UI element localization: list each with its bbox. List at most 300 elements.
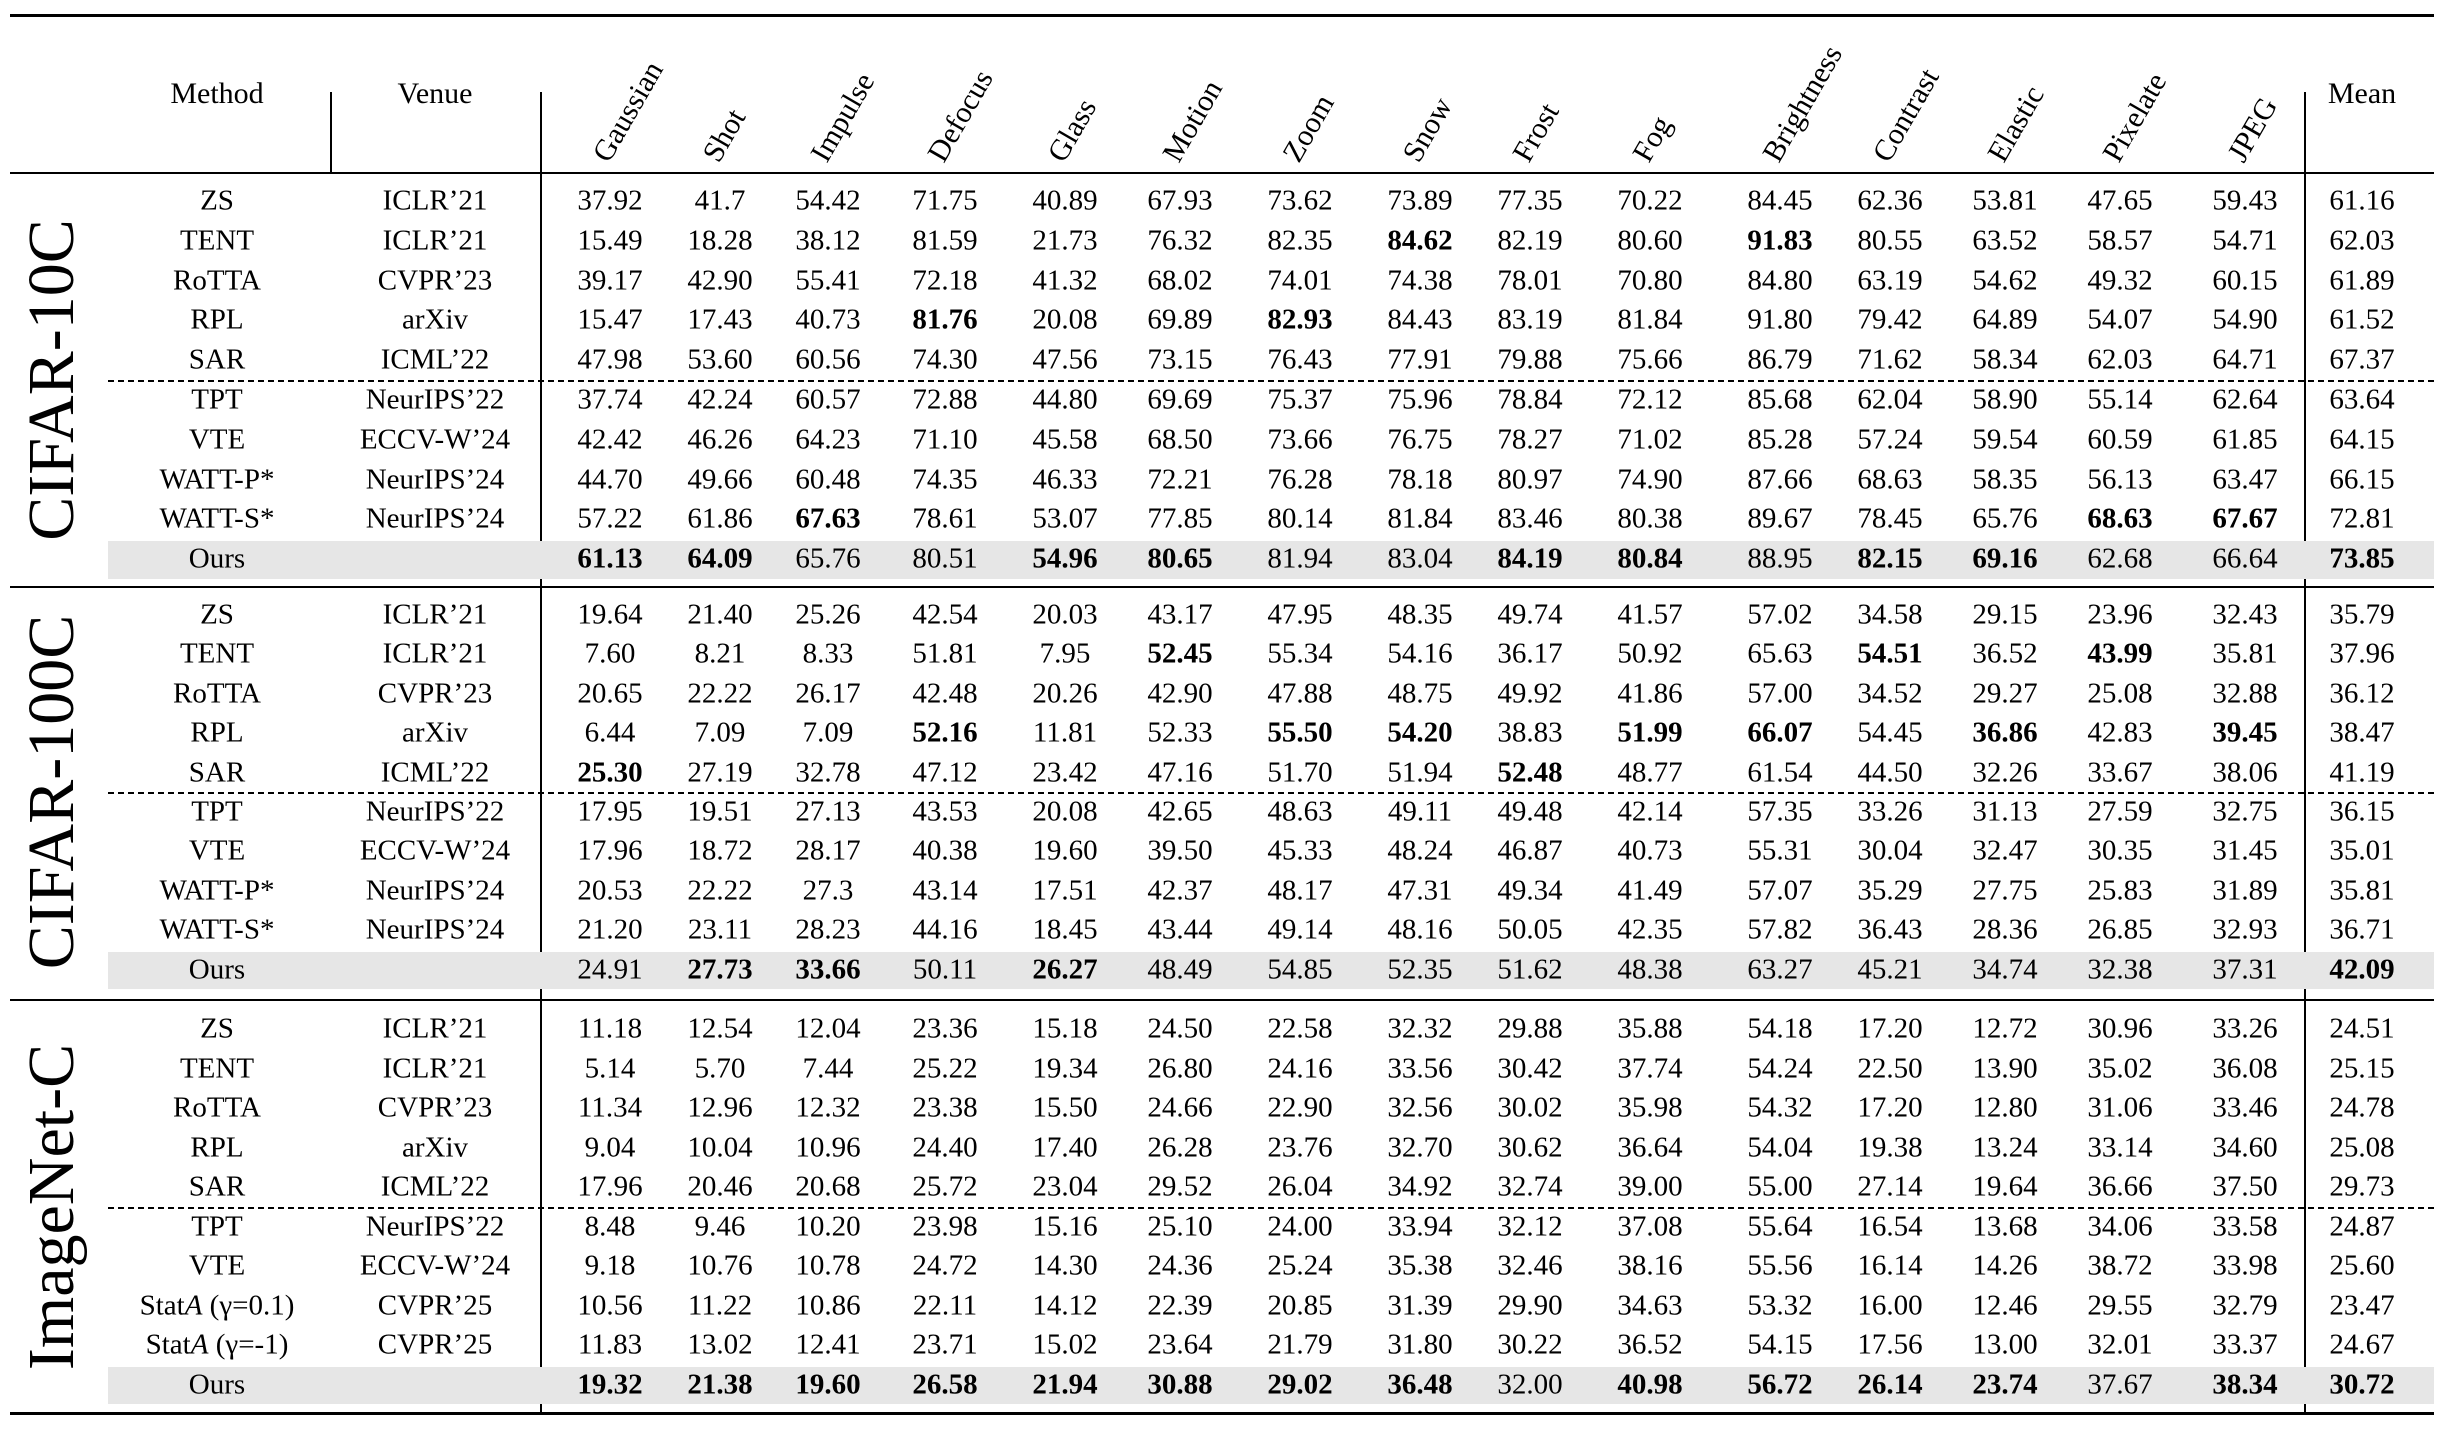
value-cell: 57.07 (1747, 874, 1813, 907)
value-cell: 54.51 (1857, 637, 1923, 670)
value-cell: 81.76 (912, 303, 978, 336)
value-cell: 91.83 (1747, 224, 1813, 257)
value-cell: 6.44 (584, 716, 636, 749)
value-cell: 17.56 (1857, 1328, 1923, 1361)
method-cell: RPL (190, 1131, 244, 1163)
value-cell: 56.13 (2087, 463, 2153, 496)
value-cell: 65.76 (795, 542, 861, 575)
value-cell: 17.40 (1032, 1131, 1098, 1163)
corruption-header: Frost (1506, 97, 1566, 168)
mean-cell: 35.79 (2329, 598, 2395, 631)
value-cell: 19.51 (687, 795, 753, 828)
value-cell: 37.50 (2212, 1170, 2278, 1203)
value-cell: 73.66 (1267, 423, 1333, 456)
value-cell: 26.14 (1857, 1368, 1923, 1400)
value-cell: 43.17 (1147, 598, 1213, 631)
value-cell: 23.71 (912, 1328, 978, 1361)
column-rule (540, 92, 542, 172)
value-cell: 64.89 (1972, 303, 2038, 336)
value-cell: 75.96 (1387, 383, 1453, 416)
value-cell: 41.32 (1032, 264, 1098, 297)
value-cell: 36.66 (2087, 1170, 2153, 1203)
mean-cell: 61.52 (2329, 303, 2395, 336)
value-cell: 51.62 (1497, 953, 1563, 986)
value-cell: 82.35 (1267, 224, 1333, 257)
venue-cell: ECCV-W’24 (359, 834, 511, 867)
value-cell: 36.52 (1972, 637, 2038, 670)
value-cell: 78.01 (1497, 264, 1563, 297)
mean-cell: 73.85 (2329, 542, 2395, 575)
value-cell: 55.31 (1747, 834, 1813, 867)
value-cell: 15.18 (1032, 1012, 1098, 1045)
method-cell: TENT (179, 224, 255, 257)
value-cell: 37.67 (2087, 1368, 2153, 1400)
value-cell: 23.11 (687, 913, 753, 946)
method-cell: RPL (190, 303, 244, 336)
value-cell: 13.00 (1972, 1328, 2038, 1361)
value-cell: 11.18 (577, 1012, 643, 1045)
value-cell: 23.96 (2087, 598, 2153, 631)
value-cell: 25.26 (795, 598, 861, 631)
mean-cell: 61.16 (2329, 184, 2395, 217)
value-cell: 8.21 (694, 637, 746, 670)
value-cell: 37.74 (577, 383, 643, 416)
value-cell: 31.13 (1972, 795, 2038, 828)
value-cell: 37.92 (577, 184, 643, 217)
value-cell: 60.56 (795, 343, 861, 376)
value-cell: 53.07 (1032, 502, 1098, 535)
mean-cell: 23.47 (2329, 1289, 2395, 1321)
value-cell: 32.46 (1497, 1249, 1563, 1282)
value-cell: 22.50 (1857, 1052, 1923, 1084)
value-cell: 77.35 (1497, 184, 1563, 217)
value-cell: 7.09 (802, 716, 854, 749)
value-cell: 68.63 (1857, 463, 1923, 496)
value-cell: 51.99 (1617, 716, 1683, 749)
value-cell: 10.78 (795, 1249, 861, 1282)
value-cell: 65.76 (1972, 502, 2038, 535)
value-cell: 13.02 (687, 1328, 753, 1361)
value-cell: 48.49 (1147, 953, 1213, 986)
value-cell: 34.58 (1857, 598, 1923, 631)
venue-cell: ICML’22 (380, 756, 490, 789)
value-cell: 25.83 (2087, 874, 2153, 907)
method-cell: StatA (γ=0.1) (139, 1289, 295, 1321)
value-cell: 32.43 (2212, 598, 2278, 631)
value-cell: 48.75 (1387, 677, 1453, 710)
value-cell: 76.28 (1267, 463, 1333, 496)
value-cell: 7.09 (694, 716, 746, 749)
venue-cell: CVPR’23 (377, 677, 493, 710)
value-cell: 26.58 (912, 1368, 978, 1400)
value-cell: 47.16 (1147, 756, 1213, 789)
corruption-header: Impulse (804, 67, 882, 168)
venue-cell: ECCV-W’24 (359, 423, 511, 456)
value-cell: 26.28 (1147, 1131, 1213, 1163)
value-cell: 23.98 (912, 1210, 978, 1242)
value-cell: 55.34 (1267, 637, 1333, 670)
value-cell: 50.11 (912, 953, 978, 986)
value-cell: 40.73 (795, 303, 861, 336)
corruption-header: Fog (1626, 110, 1679, 168)
value-cell: 14.12 (1032, 1289, 1098, 1321)
value-cell: 34.06 (2087, 1210, 2153, 1242)
column-rule (540, 999, 542, 1412)
value-cell: 49.11 (1387, 795, 1453, 828)
venue-cell: arXiv (401, 716, 469, 749)
value-cell: 25.22 (912, 1052, 978, 1084)
value-cell: 43.14 (912, 874, 978, 907)
column-rule (2304, 92, 2306, 172)
value-cell: 29.90 (1497, 1289, 1563, 1321)
value-cell: 64.23 (795, 423, 861, 456)
value-cell: 10.04 (687, 1131, 753, 1163)
value-cell: 21.20 (577, 913, 643, 946)
value-cell: 24.66 (1147, 1091, 1213, 1124)
value-cell: 20.68 (795, 1170, 861, 1203)
value-cell: 25.24 (1267, 1249, 1333, 1282)
value-cell: 27.19 (687, 756, 753, 789)
value-cell: 78.27 (1497, 423, 1563, 456)
value-cell: 42.48 (912, 677, 978, 710)
value-cell: 91.80 (1747, 303, 1813, 336)
value-cell: 32.12 (1497, 1210, 1563, 1242)
method-cell: RoTTA (173, 1091, 261, 1124)
value-cell: 16.14 (1857, 1249, 1923, 1282)
method-cell: SAR (188, 1170, 246, 1203)
value-cell: 70.22 (1617, 184, 1683, 217)
value-cell: 64.09 (687, 542, 753, 575)
value-cell: 55.41 (795, 264, 861, 297)
header-rule (10, 172, 2434, 174)
value-cell: 84.43 (1387, 303, 1453, 336)
value-cell: 7.60 (584, 637, 636, 670)
corruption-header: Zoom (1276, 88, 1341, 168)
corruption-header: Contrast (1866, 62, 1946, 168)
mean-cell: 25.15 (2329, 1052, 2395, 1084)
value-cell: 27.14 (1857, 1170, 1923, 1203)
value-cell: 48.38 (1617, 953, 1683, 986)
value-cell: 34.74 (1972, 953, 2038, 986)
value-cell: 12.41 (795, 1328, 861, 1361)
dataset-label: CIFAR-100C (15, 615, 88, 970)
value-cell: 60.59 (2087, 423, 2153, 456)
value-cell: 55.14 (2087, 383, 2153, 416)
value-cell: 33.67 (2087, 756, 2153, 789)
value-cell: 52.33 (1147, 716, 1213, 749)
value-cell: 42.24 (687, 383, 753, 416)
value-cell: 27.3 (802, 874, 854, 907)
value-cell: 42.90 (687, 264, 753, 297)
value-cell: 19.32 (577, 1368, 643, 1400)
value-cell: 76.43 (1267, 343, 1333, 376)
mean-cell: 25.08 (2329, 1131, 2395, 1163)
corruption-header: Brightness (1756, 39, 1850, 168)
value-cell: 22.11 (912, 1289, 978, 1321)
value-cell: 25.08 (2087, 677, 2153, 710)
value-cell: 31.80 (1387, 1328, 1453, 1361)
mean-cell: 38.47 (2329, 716, 2395, 749)
value-cell: 54.62 (1972, 264, 2038, 297)
corruption-header: Shot (696, 103, 753, 168)
corruption-header: Pixelate (2096, 67, 2174, 168)
value-cell: 66.64 (2212, 542, 2278, 575)
value-cell: 75.66 (1617, 343, 1683, 376)
value-cell: 40.98 (1617, 1368, 1683, 1400)
value-cell: 19.38 (1857, 1131, 1923, 1163)
value-cell: 57.00 (1747, 677, 1813, 710)
value-cell: 84.45 (1747, 184, 1813, 217)
value-cell: 48.16 (1387, 913, 1453, 946)
value-cell: 20.85 (1267, 1289, 1333, 1321)
value-cell: 54.42 (795, 184, 861, 217)
corruption-header: Defocus (921, 64, 1000, 168)
mean-cell: 30.72 (2329, 1368, 2395, 1400)
value-cell: 78.45 (1857, 502, 1923, 535)
value-cell: 55.56 (1747, 1249, 1813, 1282)
value-cell: 60.48 (795, 463, 861, 496)
method-cell: VTE (188, 1249, 246, 1282)
method-cell: WATT-P* (159, 463, 275, 496)
value-cell: 29.02 (1267, 1368, 1333, 1400)
value-cell: 29.15 (1972, 598, 2038, 631)
value-cell: 48.24 (1387, 834, 1453, 867)
value-cell: 51.94 (1387, 756, 1453, 789)
value-cell: 74.38 (1387, 264, 1453, 297)
value-cell: 35.98 (1617, 1091, 1683, 1124)
value-cell: 18.45 (1032, 913, 1098, 946)
value-cell: 52.35 (1387, 953, 1453, 986)
value-cell: 15.16 (1032, 1210, 1098, 1242)
value-cell: 23.36 (912, 1012, 978, 1045)
corruption-header: Motion (1156, 74, 1230, 168)
value-cell: 63.19 (1857, 264, 1923, 297)
method-cell: SAR (188, 343, 246, 376)
value-cell: 47.88 (1267, 677, 1333, 710)
value-cell: 80.97 (1497, 463, 1563, 496)
value-cell: 42.90 (1147, 677, 1213, 710)
value-cell: 50.92 (1617, 637, 1683, 670)
group-separator (108, 792, 2434, 794)
value-cell: 89.67 (1747, 502, 1813, 535)
value-cell: 31.06 (2087, 1091, 2153, 1124)
value-cell: 60.57 (795, 383, 861, 416)
value-cell: 32.78 (795, 756, 861, 789)
value-cell: 50.05 (1497, 913, 1563, 946)
value-cell: 32.93 (2212, 913, 2278, 946)
method-cell: Ours (188, 1368, 246, 1400)
value-cell: 11.34 (577, 1091, 643, 1124)
value-cell: 31.39 (1387, 1289, 1453, 1321)
method-cell: WATT-S* (159, 502, 275, 535)
value-cell: 32.26 (1972, 756, 2038, 789)
mean-cell: 64.15 (2329, 423, 2395, 456)
venue-cell: ICLR’21 (382, 1052, 488, 1084)
value-cell: 36.52 (1617, 1328, 1683, 1361)
value-cell: 40.89 (1032, 184, 1098, 217)
value-cell: 67.93 (1147, 184, 1213, 217)
value-cell: 32.70 (1387, 1131, 1453, 1163)
mean-cell: 42.09 (2329, 953, 2395, 986)
value-cell: 17.20 (1857, 1091, 1923, 1124)
value-cell: 57.24 (1857, 423, 1923, 456)
value-cell: 9.04 (584, 1131, 636, 1163)
value-cell: 24.72 (912, 1249, 978, 1282)
value-cell: 32.75 (2212, 795, 2278, 828)
venue-cell: NeurIPS’22 (365, 383, 505, 416)
value-cell: 57.22 (577, 502, 643, 535)
value-cell: 49.48 (1497, 795, 1563, 828)
value-cell: 32.79 (2212, 1289, 2278, 1321)
value-cell: 54.32 (1747, 1091, 1813, 1124)
column-rule (330, 92, 332, 172)
value-cell: 30.04 (1857, 834, 1923, 867)
venue-cell: CVPR’23 (377, 264, 493, 297)
value-cell: 28.23 (795, 913, 861, 946)
method-cell: Ours (188, 542, 246, 575)
results-table (10, 14, 2434, 1424)
value-cell: 10.76 (687, 1249, 753, 1282)
value-cell: 80.60 (1617, 224, 1683, 257)
value-cell: 61.86 (687, 502, 753, 535)
value-cell: 22.90 (1267, 1091, 1333, 1124)
value-cell: 20.08 (1032, 303, 1098, 336)
value-cell: 23.42 (1032, 756, 1098, 789)
value-cell: 55.64 (1747, 1210, 1813, 1242)
mean-cell: 63.64 (2329, 383, 2395, 416)
mean-cell: 67.37 (2329, 343, 2395, 376)
value-cell: 52.48 (1497, 756, 1563, 789)
value-cell: 81.84 (1387, 502, 1453, 535)
value-cell: 29.52 (1147, 1170, 1213, 1203)
value-cell: 77.85 (1147, 502, 1213, 535)
top-rule (10, 14, 2434, 17)
value-cell: 75.37 (1267, 383, 1333, 416)
method-suffix: (γ=-1) (208, 1328, 289, 1361)
value-cell: 61.13 (577, 542, 643, 575)
value-cell: 82.19 (1497, 224, 1563, 257)
value-cell: 35.29 (1857, 874, 1923, 907)
venue-cell: ICLR’21 (382, 598, 488, 631)
value-cell: 11.83 (577, 1328, 643, 1361)
value-cell: 80.51 (912, 542, 978, 575)
value-cell: 71.75 (912, 184, 978, 217)
value-cell: 31.45 (2212, 834, 2278, 867)
value-cell: 33.46 (2212, 1091, 2278, 1124)
method-cell: TPT (191, 795, 243, 828)
mean-cell: 61.89 (2329, 264, 2395, 297)
value-cell: 26.80 (1147, 1052, 1213, 1084)
value-cell: 15.47 (577, 303, 643, 336)
venue-cell: NeurIPS’22 (365, 795, 505, 828)
value-cell: 20.53 (577, 874, 643, 907)
value-cell: 36.17 (1497, 637, 1563, 670)
method-cell: ZS (200, 1012, 234, 1045)
value-cell: 33.98 (2212, 1249, 2278, 1282)
value-cell: 52.45 (1147, 637, 1213, 670)
value-cell: 12.96 (687, 1091, 753, 1124)
method-cell: StatA (γ=-1) (145, 1328, 289, 1361)
value-cell: 88.95 (1747, 542, 1813, 575)
value-cell: 48.63 (1267, 795, 1333, 828)
venue-cell: CVPR’25 (377, 1289, 493, 1321)
value-cell: 58.34 (1972, 343, 2038, 376)
method-cell: ZS (200, 184, 234, 217)
value-cell: 59.54 (1972, 423, 2038, 456)
value-cell: 79.88 (1497, 343, 1563, 376)
value-cell: 56.72 (1747, 1368, 1813, 1400)
value-cell: 16.00 (1857, 1289, 1923, 1321)
value-cell: 54.96 (1032, 542, 1098, 575)
value-cell: 33.37 (2212, 1328, 2278, 1361)
value-cell: 10.96 (795, 1131, 861, 1163)
value-cell: 84.80 (1747, 264, 1813, 297)
value-cell: 47.98 (577, 343, 643, 376)
mean-cell: 72.81 (2329, 502, 2395, 535)
venue-cell: NeurIPS’22 (365, 1210, 505, 1242)
value-cell: 86.79 (1747, 343, 1813, 376)
value-cell: 54.16 (1387, 637, 1453, 670)
value-cell: 41.57 (1617, 598, 1683, 631)
mean-cell: 25.60 (2329, 1249, 2395, 1282)
value-cell: 38.83 (1497, 716, 1563, 749)
venue-cell: ICLR’21 (382, 1012, 488, 1045)
value-cell: 81.59 (912, 224, 978, 257)
value-cell: 27.75 (1972, 874, 2038, 907)
value-cell: 31.89 (2212, 874, 2278, 907)
value-cell: 57.35 (1747, 795, 1813, 828)
value-cell: 14.26 (1972, 1249, 2038, 1282)
mean-cell: 24.78 (2329, 1091, 2395, 1124)
value-cell: 34.63 (1617, 1289, 1683, 1321)
value-cell: 15.50 (1032, 1091, 1098, 1124)
value-cell: 20.46 (687, 1170, 753, 1203)
value-cell: 13.24 (1972, 1131, 2038, 1163)
value-cell: 54.71 (2212, 224, 2278, 257)
value-cell: 44.16 (912, 913, 978, 946)
value-cell: 80.65 (1147, 542, 1213, 575)
group-separator (108, 1207, 2434, 1209)
corruption-header: Snow (1396, 91, 1460, 168)
value-cell: 85.28 (1747, 423, 1813, 456)
value-cell: 25.72 (912, 1170, 978, 1203)
column-rule (540, 172, 542, 586)
value-cell: 57.02 (1747, 598, 1813, 631)
value-cell: 58.57 (2087, 224, 2153, 257)
value-cell: 38.16 (1617, 1249, 1683, 1282)
value-cell: 57.82 (1747, 913, 1813, 946)
group-separator (108, 380, 2434, 382)
value-cell: 62.04 (1857, 383, 1923, 416)
value-cell: 42.83 (2087, 716, 2153, 749)
dataset-label: CIFAR-10C (15, 219, 88, 541)
value-cell: 29.27 (1972, 677, 2038, 710)
value-cell: 12.54 (687, 1012, 753, 1045)
value-cell: 13.90 (1972, 1052, 2038, 1084)
value-cell: 30.22 (1497, 1328, 1563, 1361)
method-cell: ZS (200, 598, 234, 631)
venue-cell: NeurIPS’24 (365, 874, 505, 907)
value-cell: 23.04 (1032, 1170, 1098, 1203)
value-cell: 44.70 (577, 463, 643, 496)
value-cell: 62.03 (2087, 343, 2153, 376)
value-cell: 16.54 (1857, 1210, 1923, 1242)
value-cell: 37.08 (1617, 1210, 1683, 1242)
value-cell: 45.21 (1857, 953, 1923, 986)
value-cell: 25.30 (577, 756, 643, 789)
method-suffix: (γ=0.1) (202, 1289, 295, 1321)
value-cell: 22.58 (1267, 1012, 1333, 1045)
